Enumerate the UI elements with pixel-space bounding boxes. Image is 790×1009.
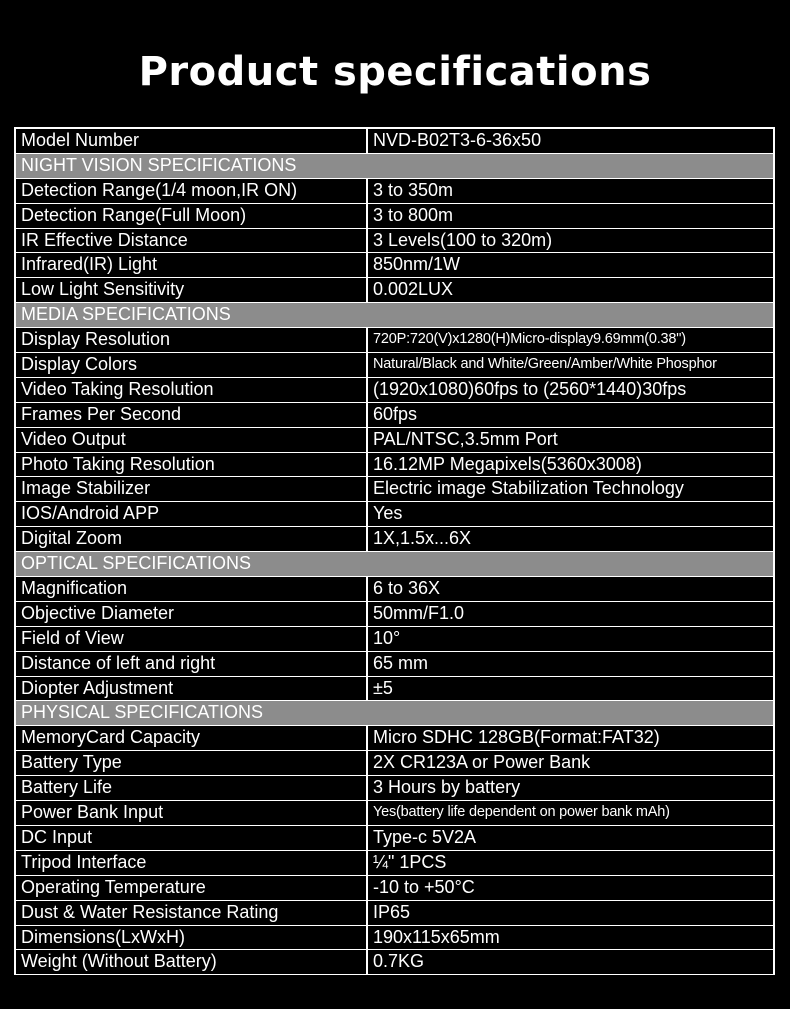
spec-value: -10 to +50°C <box>368 876 775 900</box>
spec-row <box>16 527 775 552</box>
spec-value: 0.002LUX <box>368 278 775 302</box>
spec-label: Display Resolution <box>16 328 368 352</box>
spec-label: Dimensions(LxWxH) <box>16 926 368 950</box>
spec-label: Photo Taking Resolution <box>16 453 368 477</box>
spec-label: IR Effective Distance <box>16 229 368 253</box>
spec-value: 3 Hours by battery <box>368 776 775 800</box>
section-header-row <box>16 303 775 328</box>
section-header-row <box>16 552 775 577</box>
spec-value: Electric image Stabilization Technology <box>368 477 775 501</box>
spec-value: 50mm/F1.0 <box>368 602 775 626</box>
spec-label: Battery Type <box>16 751 368 775</box>
spec-label: DC Input <box>16 826 368 850</box>
spec-label: Diopter Adjustment <box>16 677 368 701</box>
spec-row <box>16 677 775 702</box>
spec-label: Weight (Without Battery) <box>16 950 368 974</box>
section-header: NIGHT VISION SPECIFICATIONS <box>16 154 775 178</box>
spec-row <box>16 901 775 926</box>
spec-row <box>16 204 775 229</box>
spec-value: 6 to 36X <box>368 577 775 601</box>
spec-label: Magnification <box>16 577 368 601</box>
spec-label: Model Number <box>16 129 368 153</box>
spec-label: IOS/Android APP <box>16 502 368 526</box>
spec-value: (1920x1080)60fps to (2560*1440)30fps <box>368 378 775 402</box>
spec-row <box>16 253 775 278</box>
spec-value: Yes(battery life dependent on power bank mAh) <box>368 801 775 825</box>
spec-row <box>16 851 775 876</box>
spec-value: Yes <box>368 502 775 526</box>
spec-label: Field of View <box>16 627 368 651</box>
spec-row <box>16 826 775 851</box>
spec-row <box>16 627 775 652</box>
spec-row <box>16 726 775 751</box>
spec-value: 65 mm <box>368 652 775 676</box>
spec-row <box>16 179 775 204</box>
spec-label: Video Taking Resolution <box>16 378 368 402</box>
spec-value: 720P:720(V)x1280(H)Micro-display9.69mm(0.38") <box>368 328 775 352</box>
spec-value: NVD-B02T3-6-36x50 <box>368 129 775 153</box>
spec-label: Tripod Interface <box>16 851 368 875</box>
spec-value: Type-c 5V2A <box>368 826 775 850</box>
spec-row <box>16 477 775 502</box>
spec-value: 1X,1.5x...6X <box>368 527 775 551</box>
spec-label: MemoryCard Capacity <box>16 726 368 750</box>
spec-label: Battery Life <box>16 776 368 800</box>
spec-value: IP65 <box>368 901 775 925</box>
spec-value: PAL/NTSC,3.5mm Port <box>368 428 775 452</box>
spec-label: Power Bank Input <box>16 801 368 825</box>
spec-value: Micro SDHC 128GB(Format:FAT32) <box>368 726 775 750</box>
spec-row <box>16 602 775 627</box>
spec-row <box>16 502 775 527</box>
spec-row <box>16 353 775 378</box>
spec-label: Frames Per Second <box>16 403 368 427</box>
spec-value: 16.12MP Megapixels(5360x3008) <box>368 453 775 477</box>
spec-row <box>16 652 775 677</box>
spec-value: 3 to 350m <box>368 179 775 203</box>
spec-label: Video Output <box>16 428 368 452</box>
spec-label: Objective Diameter <box>16 602 368 626</box>
spec-label: Image Stabilizer <box>16 477 368 501</box>
spec-row <box>16 403 775 428</box>
spec-label: Distance of left and right <box>16 652 368 676</box>
spec-row <box>16 328 775 353</box>
page-title: Product specifications <box>138 49 652 95</box>
spec-row <box>16 428 775 453</box>
spec-value: Natural/Black and White/Green/Amber/White Phosphor <box>368 353 775 377</box>
spec-value: 190x115x65mm <box>368 926 775 950</box>
spec-value: ¼" 1PCS <box>368 851 775 875</box>
spec-value: 3 Levels(100 to 320m) <box>368 229 775 253</box>
spec-value: 60fps <box>368 403 775 427</box>
spec-label: Infrared(IR) Light <box>16 253 368 277</box>
spec-row <box>16 229 775 254</box>
section-header-row <box>16 701 775 726</box>
section-header: OPTICAL SPECIFICATIONS <box>16 552 775 576</box>
spec-value: 10° <box>368 627 775 651</box>
spec-label: Display Colors <box>16 353 368 377</box>
spec-label: Low Light Sensitivity <box>16 278 368 302</box>
spec-value: 2X CR123A or Power Bank <box>368 751 775 775</box>
spec-row <box>16 453 775 478</box>
spec-row <box>16 950 775 975</box>
spec-row <box>16 129 775 154</box>
section-header: PHYSICAL SPECIFICATIONS <box>16 701 775 725</box>
spec-label: Operating Temperature <box>16 876 368 900</box>
spec-value: ±5 <box>368 677 775 701</box>
spec-row <box>16 278 775 303</box>
spec-row <box>16 801 775 826</box>
section-header: MEDIA SPECIFICATIONS <box>16 303 775 327</box>
spec-value: 0.7KG <box>368 950 775 974</box>
spec-row <box>16 577 775 602</box>
spec-value: 850nm/1W <box>368 253 775 277</box>
spec-label: Dust & Water Resistance Rating <box>16 901 368 925</box>
spec-value: 3 to 800m <box>368 204 775 228</box>
spec-label: Detection Range(1/4 moon,IR ON) <box>16 179 368 203</box>
spec-label: Detection Range(Full Moon) <box>16 204 368 228</box>
spec-row <box>16 751 775 776</box>
section-header-row <box>16 154 775 179</box>
spec-row <box>16 378 775 403</box>
spec-row <box>16 926 775 951</box>
spec-row <box>16 776 775 801</box>
spec-table <box>14 127 775 975</box>
spec-label: Digital Zoom <box>16 527 368 551</box>
spec-row <box>16 876 775 901</box>
